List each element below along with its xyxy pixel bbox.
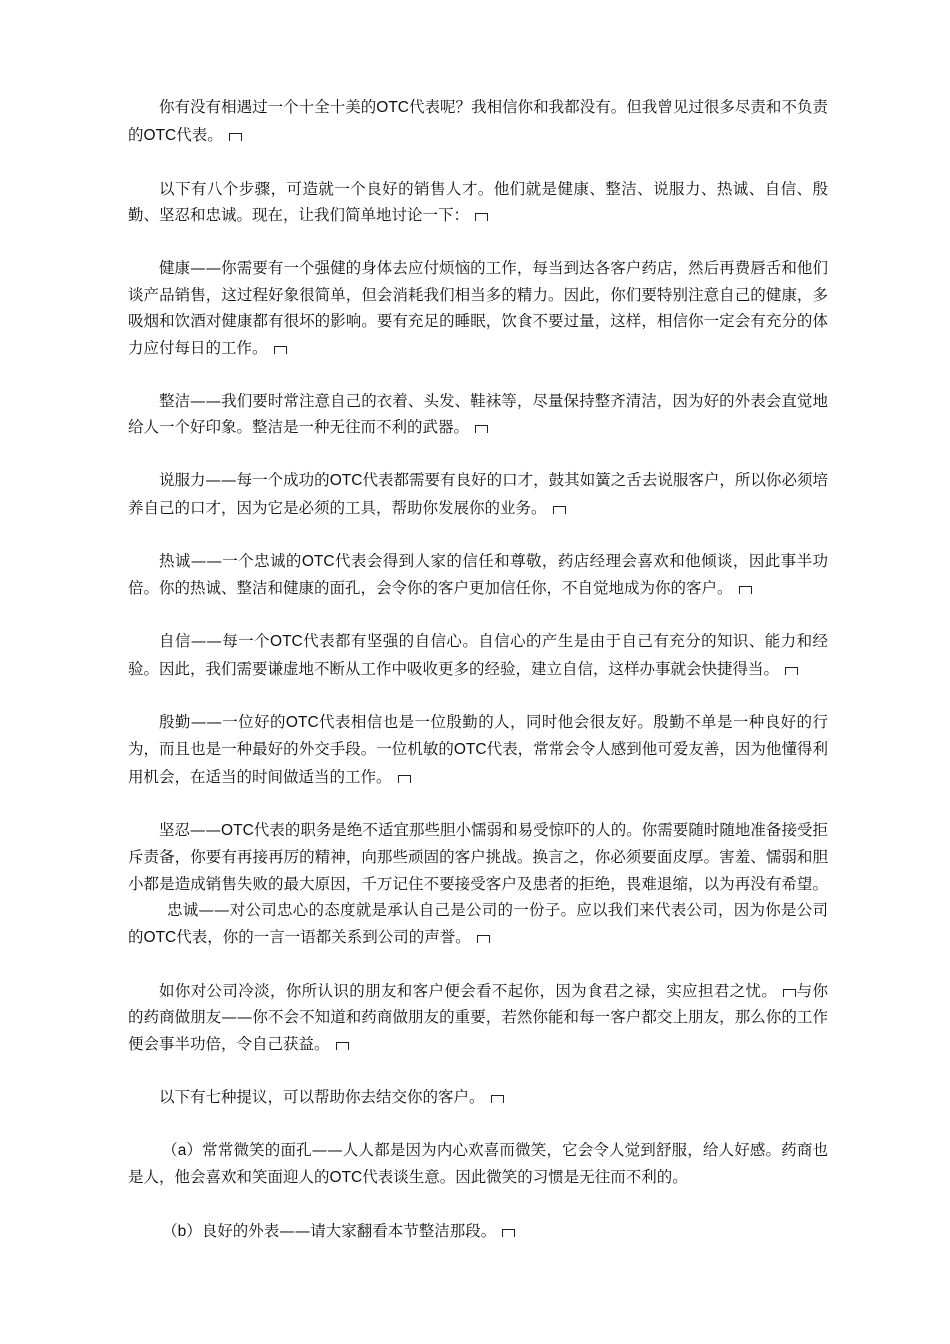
text-run: 代表都需要有良好的口才，鼓其如簧之舌去说服客户，所以你必须培养自己的口才，因为它是必须的工具，帮助你发展你的业务。 xyxy=(128,471,828,517)
paragraph-mark-icon xyxy=(475,213,488,221)
text-run: OTC xyxy=(453,741,487,758)
paragraph-mark-icon xyxy=(502,1229,515,1237)
text-run: 如你对公司冷淡，你所认识的朋友和客户便会看不起你，因为食君之禄，实应担君之忧。 xyxy=(159,981,778,1000)
paragraph-eight-steps xyxy=(128,176,828,229)
paragraph-confidence xyxy=(128,628,828,682)
text-run: OTC xyxy=(329,1169,363,1186)
text-run: 说服力——每一个成功的 xyxy=(159,471,330,489)
text-run: b xyxy=(177,1223,187,1240)
paragraph-intro xyxy=(128,94,828,149)
paragraph-neatness xyxy=(128,388,828,441)
text-run: OTC xyxy=(376,99,409,116)
text-run: 代表都有坚强的自信心。自信心的产生是由于自己有充分的知识、能力和经验。因此，我们需要谦虚地不断从工作中吸收更多的经验，建立自信，这样办事就会快捷得当。 xyxy=(128,632,828,678)
text-run: ）良好的外表——请大家翻看本节整洁那段。 xyxy=(186,1222,497,1240)
text-run: （ xyxy=(162,1140,178,1159)
text-run: OTC xyxy=(270,633,303,650)
text-run: 忠诚——对公司忠心的态度就是承认自己是公司的一份子。应以我们来代表公司，因为你是公司的 xyxy=(128,901,828,946)
text-run: 与你的药商做朋友——你不会不知道和药商做朋友的重要，若然你能和每一客户都交上朋友，那么你的工作便会事半功倍，令自己获益。 xyxy=(128,981,828,1053)
paragraph-mark-icon xyxy=(229,133,242,141)
paragraph-mark-icon xyxy=(477,935,490,943)
text-run: 代表相信也是一位殷勤的人，同时他会很友好。殷勤不单是一种良好的行为，而且也是一种最好的外交手段。一位机敏的 xyxy=(128,712,828,758)
text-run: 代表，常常会令人感到他可爱友善，因为他懂得利用机会，在适当的时间做适当的工作。 xyxy=(128,740,828,786)
text-run: 热诚——一个忠诚的 xyxy=(159,551,302,570)
text-run: 健康——你需要有一个强健的身体去应付烦恼的工作，每当到达各客户药店，然后再费唇舌和他们谈产品销售，这过程好象很简单，但会消耗我们相当多的精力。因此，你们要特别注意自己的健康，多吸烟和饮酒对健康都有很坏的影响。要有充足的睡眠，饮食不要过量，这样，相信你一定会有充分的体力应付每日的工作。 xyxy=(128,259,828,357)
paragraph-mark-icon xyxy=(274,346,287,354)
text-run: 代表。 xyxy=(176,125,223,144)
text-run: OTC xyxy=(143,928,177,946)
text-run: OTC xyxy=(329,472,363,489)
paragraph-friendship xyxy=(128,978,828,1058)
paragraph-courtesy xyxy=(128,709,828,791)
text-run: （ xyxy=(162,1222,178,1240)
paragraph-mark-icon xyxy=(783,989,796,997)
paragraph-suggestion-b xyxy=(128,1218,828,1246)
paragraph-mark-icon xyxy=(398,775,411,783)
paragraph-suggestion-a xyxy=(128,1137,828,1192)
text-run: 坚忍—— xyxy=(159,820,222,839)
text-run: 代表会得到人家的信任和尊敬，药店经理会喜欢和他倾谈，因此事半功倍。你的热诚、整洁和健康的面孔，会令你的客户更加信任你，不自觉地成为你的客户。 xyxy=(128,551,828,597)
text-run: OTC xyxy=(301,552,335,570)
paragraph-mark-icon xyxy=(336,1042,349,1050)
paragraph-mark-icon xyxy=(491,1095,504,1103)
text-run: OTC xyxy=(221,821,254,839)
paragraph-mark-icon xyxy=(475,425,488,433)
text-run: OTC xyxy=(285,713,319,731)
text-run: 整洁——我们要时常注意自己的衣着、头发、鞋袜等，尽量保持整齐清洁，因为好的外表会直觉地给人一个好印象。整洁是一种无往而不利的武器。 xyxy=(128,391,828,436)
text-run: 你有没有相遇过一个十全十美的 xyxy=(159,98,377,116)
text-run: 代表，你的一言一语都关系到公司的声誉。 xyxy=(176,927,471,946)
text-run: ）常常微笑的面孔——人人都是因为内心欢喜而微笑，它会令人觉到舒服，给人好感。药商也是人，他会喜欢和笑面迎人的 xyxy=(128,1140,828,1186)
text-run: OTC xyxy=(143,126,177,144)
document-page xyxy=(128,94,828,1272)
paragraph-persuasion xyxy=(128,467,828,521)
text-run: 以下有八个步骤，可造就一个良好的销售人才。他们就是健康、整洁、说服力、热诚、自信、殷勤、坚忍和忠诚。现在，让我们简单地讨论一下： xyxy=(128,179,828,224)
text-run: 自信——每一个 xyxy=(159,632,271,650)
paragraph-mark-icon xyxy=(553,506,566,514)
paragraph-sincerity xyxy=(128,548,828,602)
text-run: 殷勤——一位好的 xyxy=(159,712,286,731)
text-run: 以下有七种提议，可以帮助你去结交你的客户。 xyxy=(159,1087,485,1106)
text-run: 代表的职务是绝不适宜那些胆小懦弱和易受惊吓的人的。你需要随时随地准备接受拒斥责备，你要有再接再厉的精神，向那些顽固的客户挑战。换言之，你必须要面皮厚。害羞、懦弱和胆小都是造成销售失败的最大原因，千万记住不要接受客户及患者的拒绝，畏难退缩，以为再没有希望。 xyxy=(128,820,828,893)
paragraph-perseverance-loyalty xyxy=(128,817,828,952)
paragraph-health xyxy=(128,255,828,361)
paragraph-mark-icon xyxy=(785,667,798,675)
paragraph-seven-suggestions xyxy=(128,1084,828,1111)
text-run: a xyxy=(177,1141,187,1159)
text-run: 代表谈生意。因此微笑的习惯是无往而不利的。 xyxy=(362,1168,688,1186)
text-run: 代表呢？我相信你和我都没有。但我曾见过很多尽责和不负责的 xyxy=(128,98,828,144)
paragraph-mark-icon xyxy=(739,586,752,594)
